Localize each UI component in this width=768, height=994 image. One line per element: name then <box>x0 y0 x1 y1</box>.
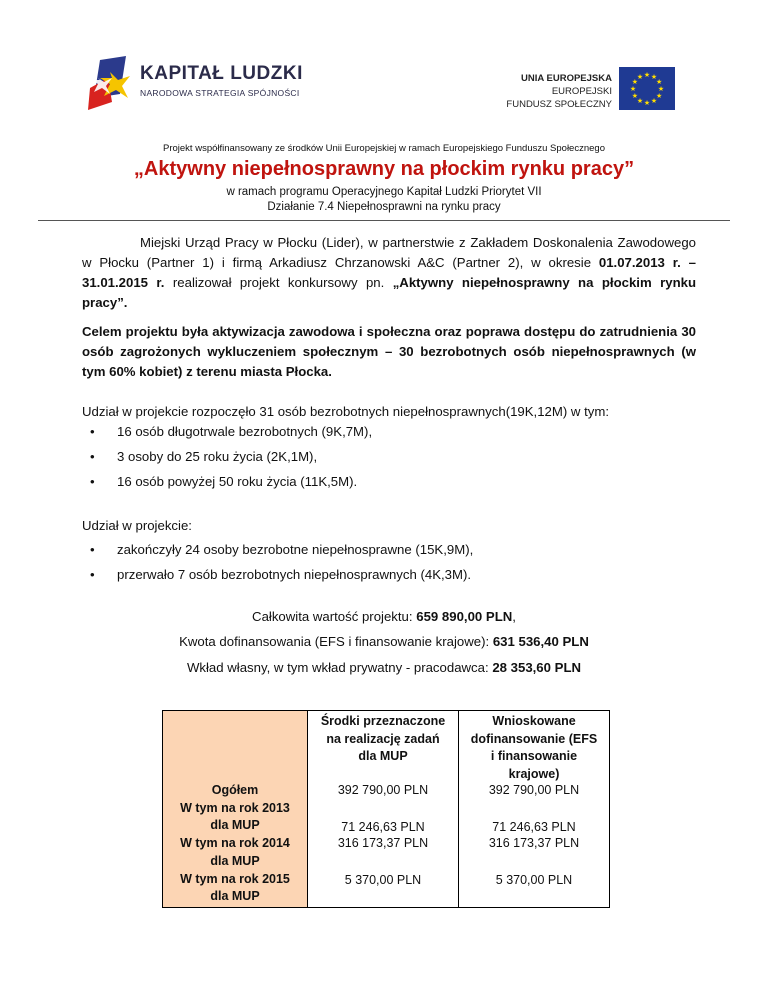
eu-star-icon: ★ <box>643 72 651 79</box>
program-line-1: w ramach programu Operacyjnego Kapitał Ludzki Priorytet VII <box>226 186 542 198</box>
project-name: „Aktywny niepełnosprawny na płockim rynku pracy”. <box>82 275 697 310</box>
col2-2013: 71 246,63 PLN <box>492 820 576 834</box>
logo-title: KAPITAŁ LUDZKI <box>140 63 303 84</box>
own-label: Wkład własny, w tym wkład prywatny - pracodawca: <box>186 660 493 675</box>
col1-header-line: dla MUP <box>358 749 408 763</box>
col2-header-line: dofinansowanie (EFS <box>470 732 598 746</box>
cofunding-line <box>0 634 768 649</box>
eu-line2: EUROPEJSKI <box>551 86 612 97</box>
own-contribution-line <box>0 660 768 675</box>
total-value: 659 890,00 PLN <box>416 609 513 624</box>
list-item: 3 osoby do 25 roku życia (2K,1M), <box>117 449 318 464</box>
bullet: • <box>90 542 95 557</box>
row-labels-cell <box>163 711 308 908</box>
participants-paragraph: Udział w projekcie rozpoczęło 31 osób bezrobotnych niepełnosprawnych(19K,12M) w tym: <box>82 404 610 419</box>
bullet: • <box>90 424 95 439</box>
table-row <box>163 711 610 908</box>
col2-2015: 5 370,00 PLN <box>495 873 573 887</box>
row-label-2015-sub: dla MUP <box>210 889 260 903</box>
row-label-2015: W tym na rok 2015 <box>180 872 290 886</box>
goal-paragraph: Celem projektu była aktywizacja zawodowa i społeczna oraz poprawa dostępu do zatrudnienia 30 osób zagrożonych wykluczeniem społecznym – 30 bezrobotnych osób niepełnosprawnych (w tym 60% kobiet) z terenu miasta Płocka. <box>82 324 696 379</box>
program-line-2: Działanie 7.4 Niepełnosprawni na rynku pracy <box>267 201 501 213</box>
col1-2015: 5 370,00 PLN <box>344 873 422 887</box>
row-label-2014: W tym na rok 2014 <box>180 836 290 850</box>
list-item: przerwało 7 osób bezrobotnych niepełnosprawnych (4K,3M). <box>117 567 472 582</box>
total-suffix: , <box>512 609 516 624</box>
participation-heading: Udział w projekcie: <box>82 518 192 533</box>
row-label-total: Ogółem <box>211 783 259 797</box>
project-dates: 01.07.2013 r. – 31.01.2015 r. <box>82 255 696 290</box>
col2-2014: 316 173,37 PLN <box>488 836 580 850</box>
mup-funds-column <box>308 711 459 908</box>
project-title: „Aktywny niepełnosprawny na płockim rynku pracy” <box>133 158 635 180</box>
total-label: Całkowita wartość projektu: <box>252 609 417 624</box>
eu-star-icon: ★ <box>631 79 639 86</box>
col1-total: 392 790,00 PLN <box>337 783 429 797</box>
eu-line3: FUNDUSZ SPOŁECZNY <box>506 99 612 110</box>
col1-header-line: Środki przeznaczone <box>320 714 446 728</box>
eu-star-icon: ★ <box>650 98 658 106</box>
col1-2013: 71 246,63 PLN <box>341 820 425 834</box>
kapital-ludzki-logo <box>82 50 312 120</box>
row-label-2013-sub: dla MUP <box>210 818 260 832</box>
list-item: 16 osób długotrwale bezrobotnych (9K,7M), <box>117 424 373 439</box>
eu-star-icon: ★ <box>631 93 639 100</box>
cofund-label: Kwota dofinansowania (EFS i finansowanie krajowe): <box>179 634 493 649</box>
eu-star-icon: ★ <box>629 86 637 93</box>
eu-star-icon: ★ <box>636 73 644 81</box>
header-divider <box>38 220 730 221</box>
cofund-value: 631 536,40 PLN <box>492 634 589 649</box>
col1-2014: 316 173,37 PLN <box>337 836 429 850</box>
col2-header-line: Wnioskowane <box>492 714 576 728</box>
eu-line1: UNIA EUROPEJSKA <box>521 73 612 84</box>
col1-header-line: na realizację zadań <box>326 732 440 746</box>
cofinancing-note: Projekt współfinansowany ze środków Unii Europejskiej w ramach Europejskiego Funduszu Społecznego <box>163 143 605 154</box>
eu-star-icon: ★ <box>657 86 665 93</box>
col2-header-line: i finansowanie <box>490 749 578 763</box>
intro-text-b: realizował projekt konkursowy pn. <box>164 275 393 290</box>
bullet: • <box>90 449 95 464</box>
row-label-2013: W tym na rok 2013 <box>180 801 290 815</box>
eu-star-icon: ★ <box>636 98 644 106</box>
col2-header-line: krajowe) <box>508 767 560 781</box>
eu-star-icon: ★ <box>643 100 651 107</box>
col2-total: 392 790,00 PLN <box>488 783 580 797</box>
eu-fund-label <box>460 72 612 111</box>
own-value: 28 353,60 PLN <box>492 660 582 675</box>
budget-table <box>162 710 610 908</box>
list-item: 16 osób powyżej 50 roku życia (11K,5M). <box>117 474 358 489</box>
eu-star-icon: ★ <box>650 73 658 81</box>
eu-star-icon: ★ <box>655 79 663 86</box>
total-value-line <box>0 609 768 624</box>
list-item: zakończyły 24 osoby bezrobotne niepełnosprawne (15K,9M), <box>117 542 474 557</box>
logo-subtitle: NARODOWA STRATEGIA SPÓJNOŚCI <box>140 88 300 98</box>
bullet: • <box>90 474 95 489</box>
bullet: • <box>90 567 95 582</box>
row-label-2014-sub: dla MUP <box>210 854 260 868</box>
eu-star-icon: ★ <box>655 93 663 100</box>
intro-text-a: Miejski Urząd Pracy w Płocku (Lider), w partnerstwie z Zakładem Doskonalenia Zawodowego w Płocku (Partner 1) i firmą Arkadiusz Chrzanowski A&C (Partner 2), w okresie <box>82 235 696 270</box>
intro-paragraph <box>82 233 696 313</box>
eu-flag-icon <box>619 67 675 110</box>
requested-funding-column <box>459 711 610 908</box>
